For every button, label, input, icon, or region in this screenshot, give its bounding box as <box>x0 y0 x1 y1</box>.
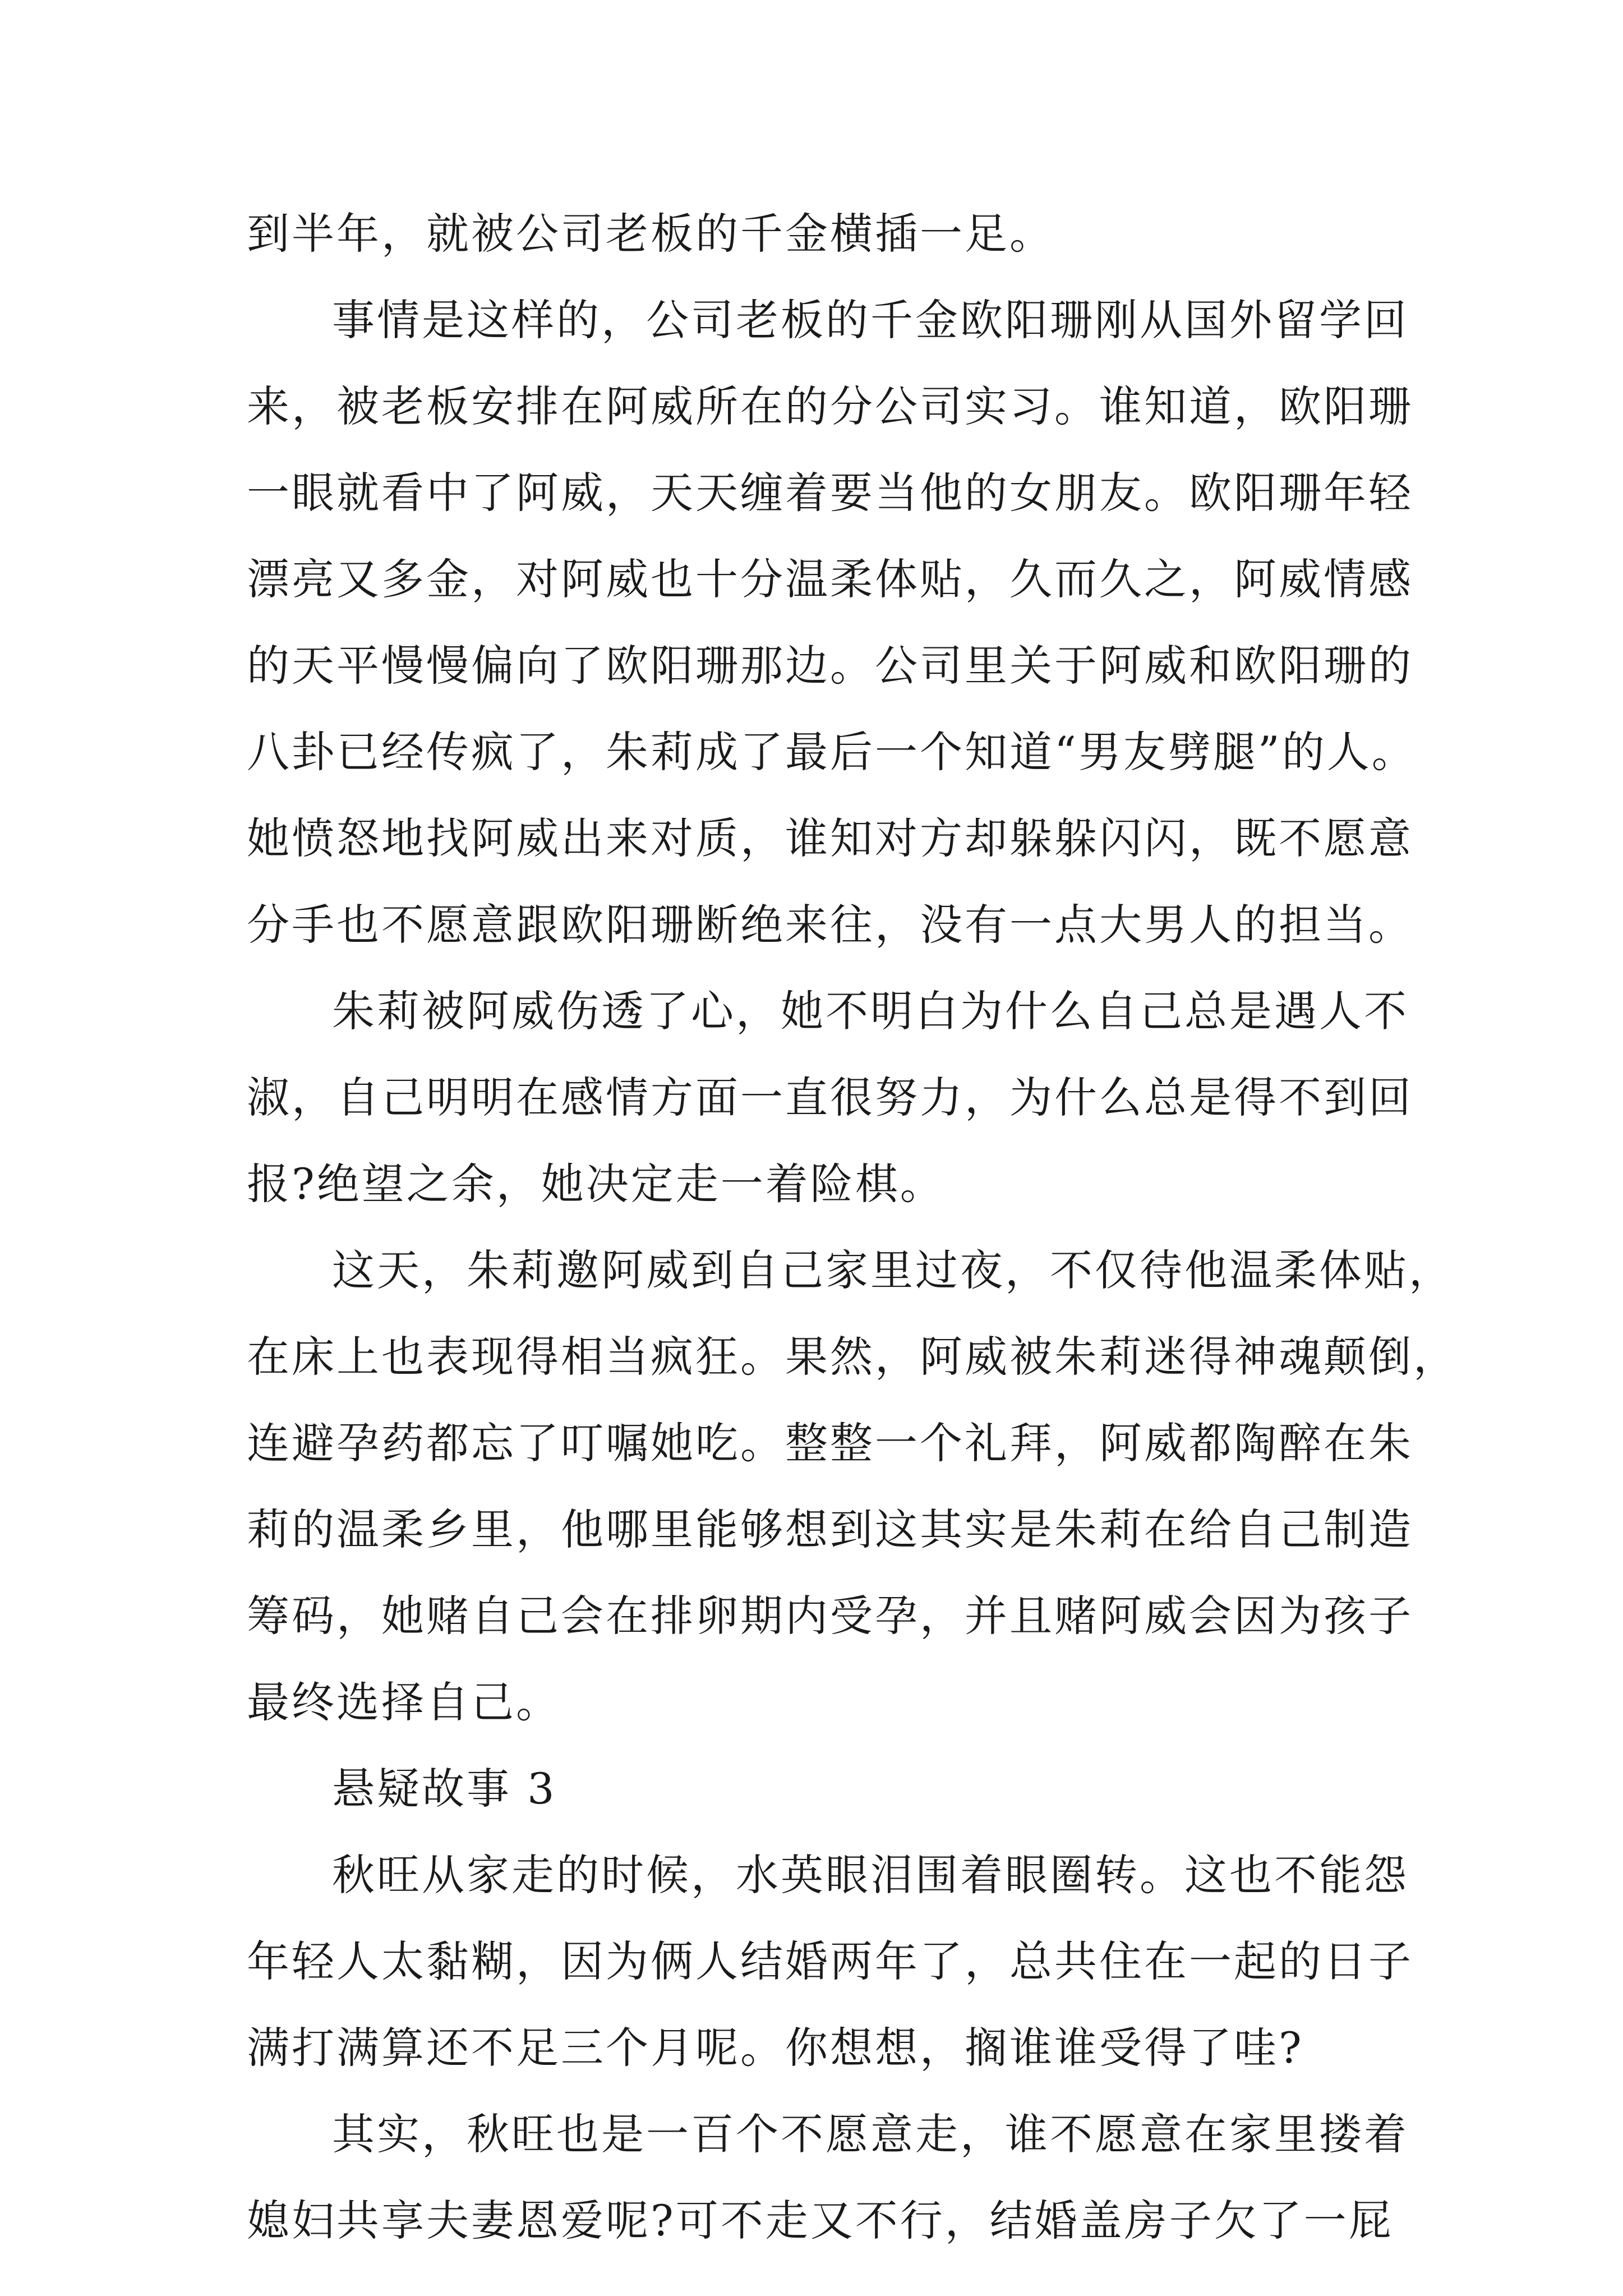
text-line: 淑，自己明明在感情方面一直很努力，为什么总是得不到回 <box>247 1073 1413 1122</box>
text-line: 莉的温柔乡里，他哪里能够想到这其实是朱莉在给自己制造 <box>247 1504 1413 1554</box>
text-line: 年轻人太黏糊，因为俩人结婚两年了，总共住在一起的日子 <box>247 1936 1413 1986</box>
text-line: 报?绝望之余，她决定走一着险棋。 <box>247 1159 945 1209</box>
text-line: 媳妇共享夫妻恩爱呢?可不走又不行，结婚盖房子欠了一屁 <box>247 2196 1394 2246</box>
text-line: 最终选择自己。 <box>247 1677 561 1727</box>
text-line: 连避孕药都忘了叮嘱她吃。整整一个礼拜，阿威都陶醉在朱 <box>247 1418 1413 1468</box>
text-line: 在床上也表现得相当疯狂。果然，阿威被朱莉迷得神魂颠倒， <box>247 1332 1458 1382</box>
text-line: 八卦已经传疯了，朱莉成了最后一个知道“男友劈腿”的人。 <box>247 727 1417 777</box>
text-line: 分手也不愿意跟欧阳珊断绝来往，没有一点大男人的担当。 <box>247 900 1413 950</box>
text-line: 来，被老板安排在阿威所在的分公司实习。谁知道，欧阳珊 <box>247 381 1413 431</box>
text-line: 漂亮又多金，对阿威也十分温柔体贴，久而久之，阿威情感 <box>247 554 1413 604</box>
text-line: 筹码，她赌自己会在排卵期内受孕，并且赌阿威会因为孩子 <box>247 1591 1413 1641</box>
text-line: 一眼就看中了阿威，天天缠着要当他的女朋友。欧阳珊年轻 <box>247 468 1413 518</box>
text-line: 她愤怒地找阿威出来对质，谁知对方却躲躲闪闪，既不愿意 <box>247 813 1413 863</box>
text-line: 朱莉被阿威伤透了心，她不明白为什么自己总是遇人不 <box>332 986 1409 1036</box>
text-line: 其实，秋旺也是一百个不愿意走，谁不愿意在家里搂着 <box>332 2109 1409 2159</box>
text-line: 到半年，就被公司老板的千金横插一足。 <box>247 209 1054 259</box>
text-line: 满打满算还不足三个月呢。你想想，搁谁谁受得了哇? <box>247 2023 1304 2073</box>
text-line: 的天平慢慢偏向了欧阳珊那边。公司里关于阿威和欧阳珊的 <box>247 641 1413 691</box>
text-line: 秋旺从家走的时候，水英眼泪围着眼圈转。这也不能怨 <box>332 1850 1409 1900</box>
text-line: 这天，朱莉邀阿威到自己家里过夜，不仅待他温柔体贴， <box>332 1245 1454 1295</box>
section-heading: 悬疑故事 3 <box>332 1764 557 1814</box>
text-body <box>247 191 1458 2264</box>
text-line: 事情是这样的，公司老板的千金欧阳珊刚从国外留学回 <box>332 295 1409 345</box>
